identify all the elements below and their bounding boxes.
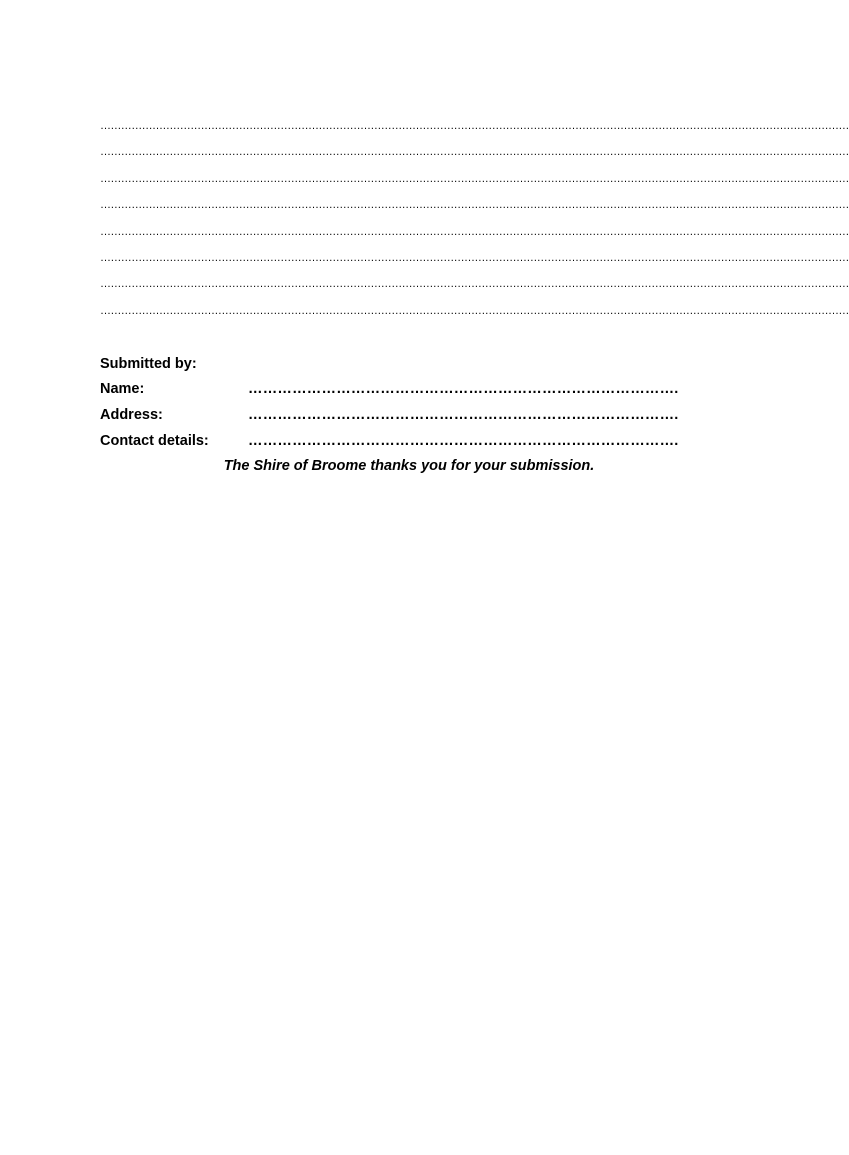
name-field-row bbox=[100, 381, 700, 403]
comment-line: ……………………………………………………………………………………………………………………………………………………………………………………………… bbox=[100, 120, 849, 132]
comment-lines bbox=[100, 116, 849, 327]
comment-line: ……………………………………………………………………………………………………………………………………………………………………………………………… bbox=[100, 172, 849, 185]
contact-details-label: Contact details: bbox=[100, 433, 209, 449]
name-fill-line: ……………………………………………………………………………. bbox=[248, 381, 679, 397]
comment-line: ……………………………………………………………………………………………………………………………………………………………………………………………… bbox=[100, 278, 849, 291]
name-label: Name: bbox=[100, 381, 145, 397]
contact-field-row bbox=[100, 433, 700, 455]
submitted-by-heading: Submitted by: bbox=[100, 356, 197, 372]
comment-line: ……………………………………………………………………………………………………………………………………………………………………………………………… bbox=[100, 225, 849, 238]
comment-line: ……………………………………………………………………………………………………………………………………………………………………………………………… bbox=[100, 304, 849, 317]
thanks-message: The Shire of Broome thanks you for your submission. bbox=[223, 458, 595, 474]
address-field-row bbox=[100, 407, 700, 429]
comment-line: ……………………………………………………………………………………………………………………………………………………………………………………………… bbox=[100, 199, 849, 212]
address-label: Address: bbox=[100, 407, 163, 423]
address-fill-line: ……………………………………………………………………………. bbox=[248, 407, 679, 423]
comment-line: ……………………………………………………………………………………………………………………………………………………………………………………………… bbox=[100, 251, 849, 264]
contact-fill-line: ……………………………………………………………………………. bbox=[248, 433, 679, 449]
comment-line: ……………………………………………………………………………………………………………………………………………………………………………………………… bbox=[100, 146, 849, 159]
